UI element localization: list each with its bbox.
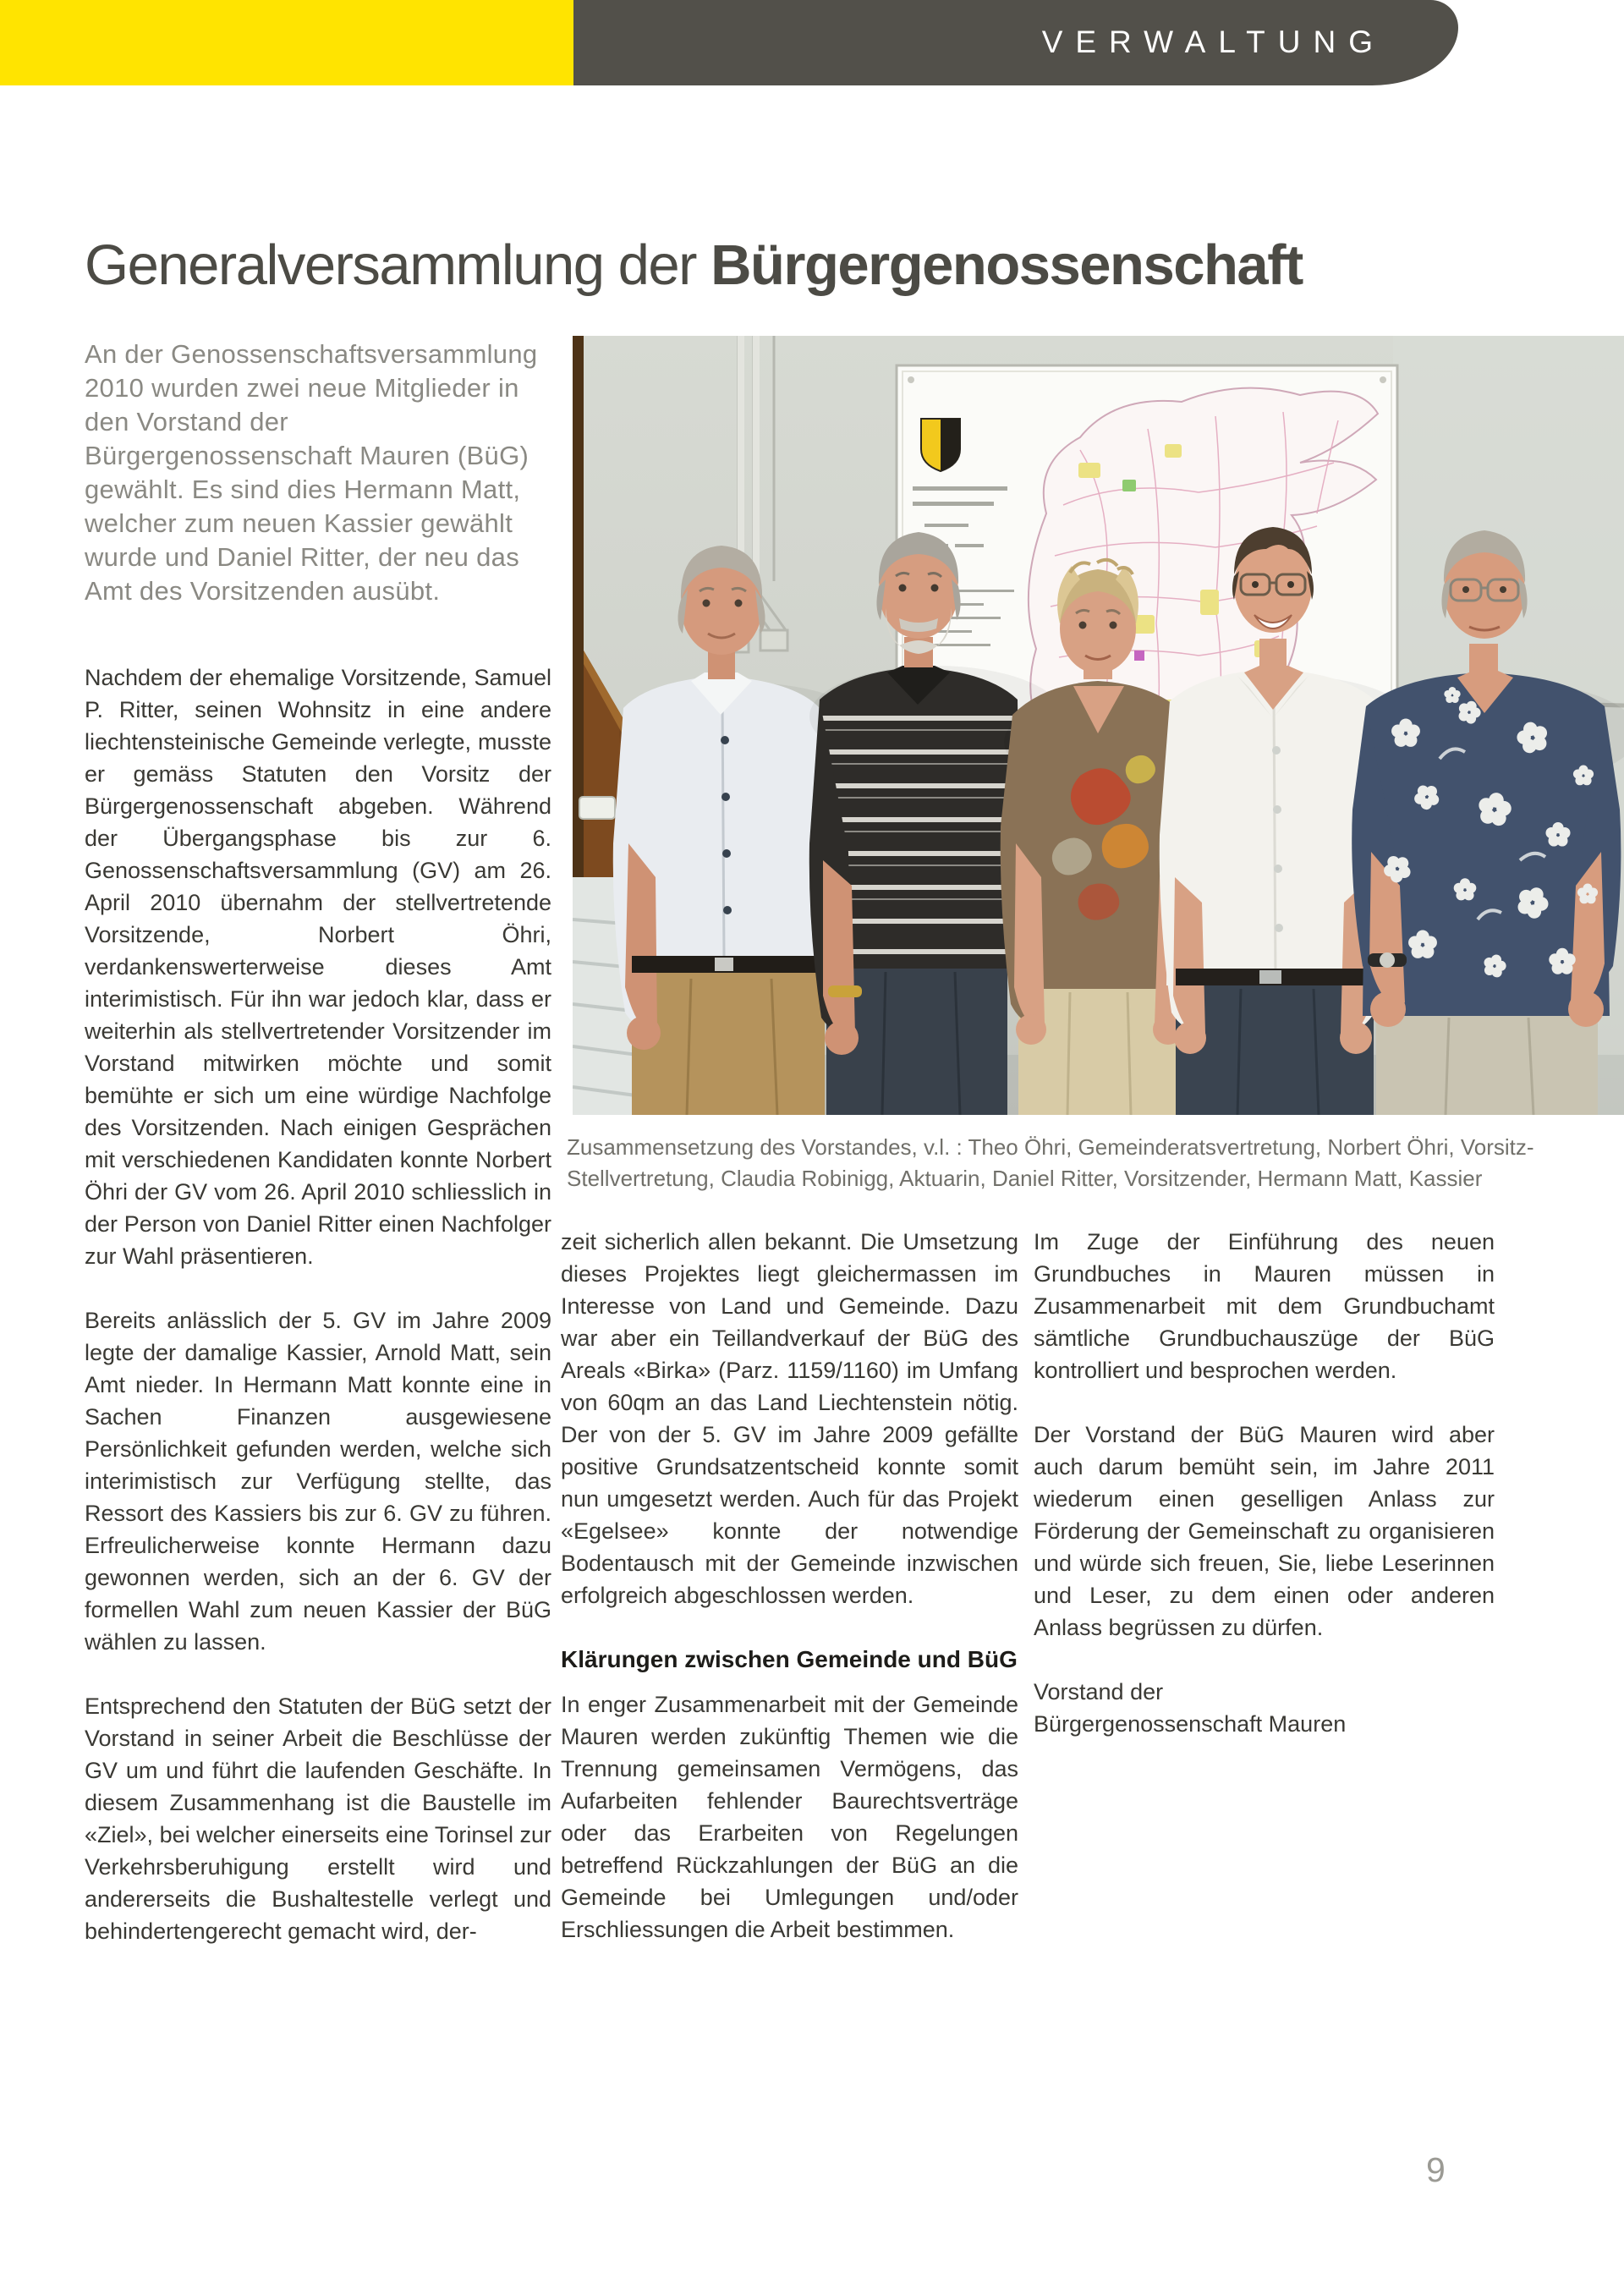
paragraph: Nachdem der ehemalige Vorsitzende, Samuel P. Ritter, seinen Wohnsitz in eine andere liechtensteinische Gemeinde verlegte, musste er gemäss Statuten den Vorsitz der Bürgergenossenschaft abgeben. Während der Übergangsphase bis zur 6. Genossenschaftsversammlung (GV) am 26. April 2010 übernahm der stellvertretende Vorsitzende, Norbert Öhri, verdankenswerterweise dieses Amt interimistisch. Für ihn war jedoch klar, dass er weiterhin als stellvertretender Vorsitzender im Vorstand mitwirken möchte und somit bemühte er sich um eine würdige Nachfolge des Vorsitzenden. Nach einigen Gesprächen mit verschiedenen Kandidaten konnte Norbert Öhri der GV vom 26. April 2010 schliesslich in der Person von Daniel Ritter einen Nachfolger zur Wahl präsentieren. [85, 665, 551, 1269]
section-tab [573, 0, 1458, 85]
board-photo-illustration [573, 336, 1624, 1115]
page-title-bold: Bürgergenossenschaft [710, 233, 1303, 297]
page-title-light: Generalversammlung der [85, 233, 696, 297]
paragraph: zeit sicherlich allen bekannt. Die Umsetzung dieses Projektes liegt gleichermassen im Interesse von Land und Gemeinde. Dazu war aber ein Teillandverkauf der BüG des Areals «Birka» (Parz. 1159/1160) im Umfang von 60qm an das Land Liechtenstein nötig. Der von der 5. GV im Jahre 2009 gefällte positive Grundsatzentscheid konnte somit nun umgesetzt werden. Auch für das Projekt «Egelsee» konnte der notwendige Bodentausch mit der Gemeinde inzwischen erfolgreich abgeschlossen werden. [561, 1229, 1018, 1608]
paragraph: In enger Zusammenarbeit mit der Gemeinde Mauren werden zukünftig Themen wie die Trennung gemeinsamen Vermögens, das Aufarbeiten fehlender Baurechtsverträge oder das Erarbeiten von Regelungen betreffend Rückzahlungen der BüG an die Gemeinde bei Umlegungen und/oder Erschliessungen die Arbeit bestimmen. [561, 1692, 1018, 1942]
signoff [1034, 1676, 1495, 1740]
photo-caption: Zusammensetzung des Vorstandes, v.l. : Theo Öhri, Gemeinderatsvertretung, Norbert Öhri, Vorsitz-Stellvertretung, Claudia Robinigg, Aktuarin, Daniel Ritter, Vorsitzender, Hermann Matt, Kassier [567, 1134, 1534, 1191]
column-right [1034, 1226, 1495, 1740]
section-label: VERWALTUNG [1041, 24, 1385, 59]
column-middle [561, 1226, 1018, 1978]
lead-paragraph: An der Genossenschaftsversammlung 2010 wurden zwei neue Mitglieder in den Vorstand der Bürgergenossenschaft Mauren (BüG) gewählt. Es sind dies Hermann Matt, welcher zum neuen Kassier gewählt wurde und Daniel Ritter, der neu das Amt des Vorsitzenden ausübt. [85, 339, 538, 606]
coat-of-arms-icon [921, 419, 960, 471]
board-photo [573, 336, 1624, 1115]
signoff-line: Vorstand der [1034, 1679, 1164, 1704]
paragraph: Im Zuge der Einführung des neuen Grundbuches in Mauren müssen in Zusammenarbeit mit dem Grundbuchamt sämtliche Grundbuchauszüge der BüG kontrolliert und besprochen werden. [1034, 1229, 1495, 1383]
paragraph: Bereits anlässlich der 5. GV im Jahre 2009 legte der damalige Kassier, Arnold Matt, sein Amt nieder. In Hermann Matt konnte eine in Sachen Finanzen ausgewiesene Persönlichkeit gefunden werden, welche sich interimistisch zur Verfügung stellte, das Ressort des Kassiers bis zur 6. GV zu führen. Erfreulicherweise konnte Hermann dazu gewonnen werden, sich an der 6. GV der formellen Wahl zum neuen Kassier der BüG wählen zu lassen. [85, 1308, 551, 1655]
page-title [85, 233, 1438, 298]
subheading: Klärungen zwischen Gemeinde und BüG [561, 1646, 1018, 1672]
paragraph: Entsprechend den Statuten der BüG setzt der Vorstand in seiner Arbeit die Beschlüsse der GV um und führt die laufenden Geschäfte. In diesem Zusammenhang ist die Baustelle im «Ziel», bei welcher einerseits eine Torinsel zur Verkehrsberuhigung erstellt wird und andererseits die Bushaltestelle verlegt und behindertengerecht gemacht wird, der- [85, 1693, 551, 1944]
accent-yellow-band [0, 0, 573, 85]
column-left [85, 661, 551, 1979]
paragraph: Der Vorstand der BüG Mauren wird aber auch darum bemüht sein, im Jahre 2011 wiederum einen geselligen Anlass zur Förderung der Gemeinschaft zu organisieren und würde sich freuen, Sie, liebe Leserinnen und Leser, zu dem einen oder anderen Anlass begrüssen zu dürfen. [1034, 1422, 1495, 1640]
page-number: 9 [1426, 2150, 1446, 2189]
signoff-line: Bürgergenossenschaft Mauren [1034, 1711, 1347, 1737]
